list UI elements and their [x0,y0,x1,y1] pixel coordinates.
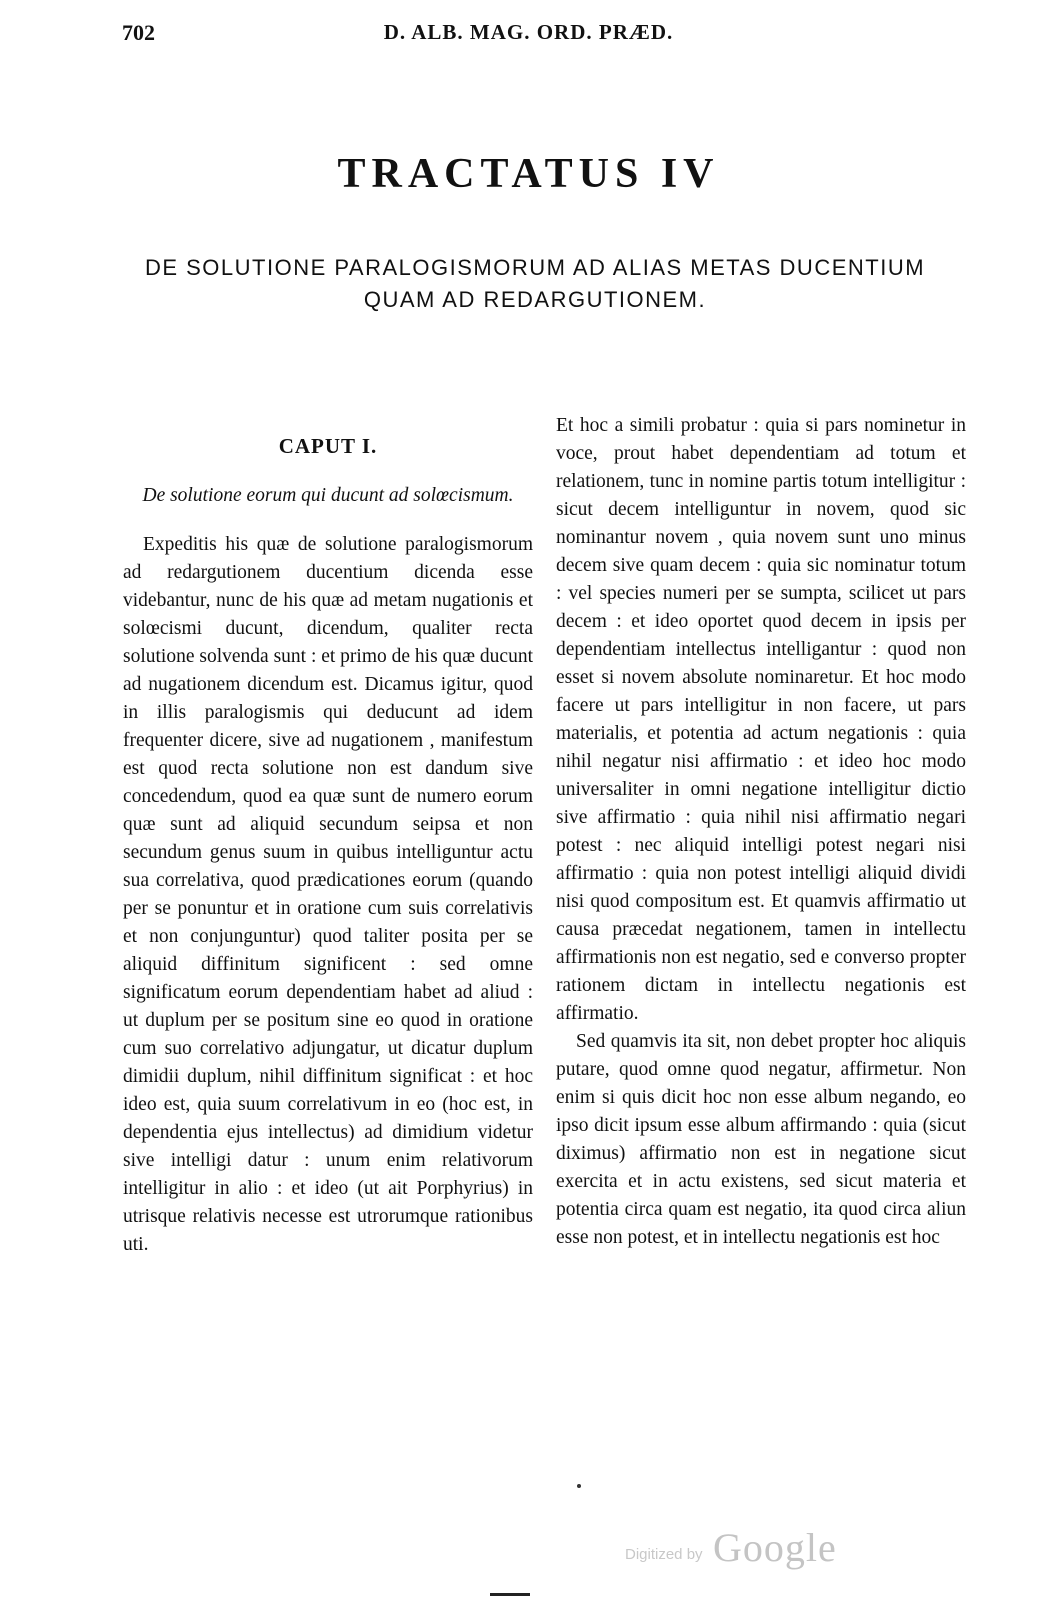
subtitle-line-2: QUAM AD REDARGUTIONEM. [363,287,707,312]
page-number: 702 [122,20,155,45]
subtitle-line-1: DE SOLUTIONE PARALOGISMORUM AD ALIAS METAS DUCENTIUM [144,255,926,280]
right-paragraph-2: Sed quamvis ita sit, non debet propter hoc aliquis putare, quod omne quod negatur, affirmetur. Non enim si quis dicit hoc non esse album negando, eo ipso dicit ipsum esse album affirmando : quia (sicut diximus) affirmatio non est in negatione sicut exercita et in actu existens, sed sicut materia et potentia circa quam est negatio, ita quod circa aliun esse non potest, et in intellectu negationis est hoc [556,1031,966,1248]
left-column [123,432,533,1259]
left-paragraph-1: Expeditis his quæ de solutione paralogismorum ad redargutionem ducentium dicenda esse videbantur, nunc de his quæ ad metam nugationis et solœcismi ducunt, dicendum, qualiter recta solutione solvenda sunt : et primo de his quæ ducunt ad nugationem dicendum est. Dicamus igitur, quod in illis paralogismis qui deducunt ad idem frequenter dicere, sive ad nugationem , manifestum est quod recta solutione non est dandum sive concedendum, quod ea quæ sunt de numero eorum quæ sunt ad aliquid secundum seipsa et non secundum genus suum in quibus intelliguntur actu sua correlativa, quod prædicationes eorum (quando per se ponuntur et in oratione cum suis correlativis et non conjunguntur) quod taliter posita per se aliquid diffinitum significent : sed omne significatum eorum dependentiam habet ad aliud : ut duplum per se positum sine eo quod in oratione cum suo correlativo adjungatur, ut dicatur duplum dimidii duplum, nihil diffinitum significat : et hoc ideo est, quia suum correlativum in eo (hoc est, in dependentia ejus intellectus) ad dimidium videtur sive intelligi datur : unum enim relativorum intelligitur in alio : et ideo (ut ait Porphyrius) in utrisque relativis necesse est utrorumque rationibus uti. [123,534,534,1255]
caput-heading: CAPUT I. [278,434,378,458]
right-paragraph-1: Et hoc a simili probatur : quia si pars nominetur in voce, prout habet dependentiam ad totum et relationem, tunc in nomine partis totum intelligitur : sicut decem intelliguntur in novem, quod sic nominantur novem , quia novem sunt uno minus decem sive quam decem : quia sic nominatur totum : vel species numeri per se sumpta, scilicet ut pars decem : et ideo oportet quod decem in ipsis per dependentiam intellectus intelligantur : quod non esset si novem absolute nominaretur. Et hoc modo facere ut pars intelligitur in non facere, ut pars materialis, et potentia ad actum negationis : quia nihil negatur nisi affirmatio : et ideo hoc modo universaliter in omni negatione intelligitur dictio sive affirmatio : quia nihil nisi affirmatio negari potest : nec aliquid intelligi potest negari nisi affirmatio : quia non potest intelligi aliquid dividi nisi quod compositum est. Et quamvis affirmatio ut causa præcedat negationem, tamen in intellectu affirmationis non est negatio, sed e converso propter rationem dictam in intellectu negationis est affirmatio. [556,415,966,1024]
bottom-rule [490,1593,530,1596]
tractatus-title: TRACTATUS IV [337,151,720,197]
right-column [556,412,966,1252]
print-speck [577,1484,581,1488]
watermark-small-text: Digitized by [625,1546,703,1563]
running-head [0,20,1057,50]
caput-subtitle: De solutione eorum qui ducunt ad solœcismum. [142,485,514,506]
digitization-watermark [625,1524,845,1574]
google-logo: Google [713,1525,837,1570]
tractatus-subtitle [110,252,960,316]
running-title: D. ALB. MAG. ORD. PRÆD. [383,20,674,44]
